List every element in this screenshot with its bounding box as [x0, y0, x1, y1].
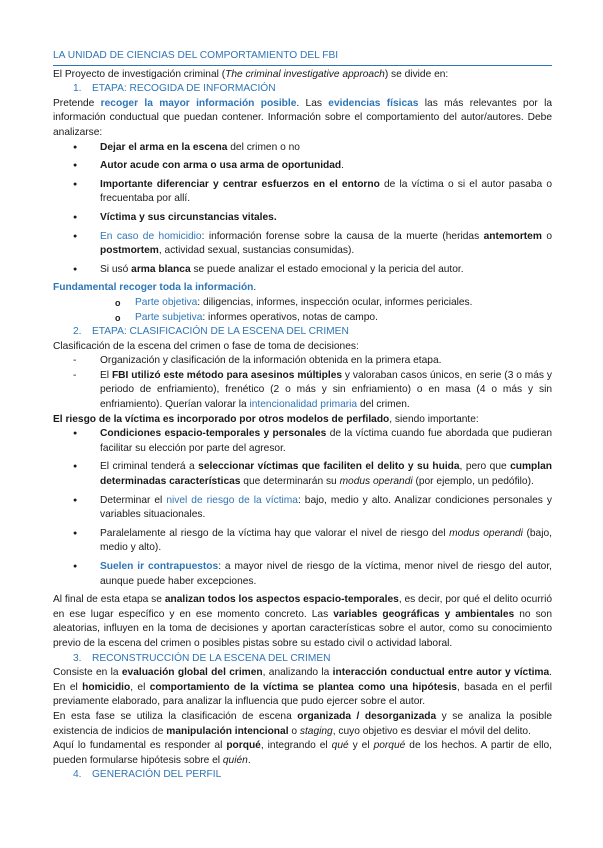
section-2-paragraph: Clasificación de la escena del crimen o fase de toma de decisiones: [53, 340, 359, 352]
risk-paragraph: El riesgo de la víctima es incorporado por otros modelos de perfilado, siendo importante: [53, 413, 479, 425]
section-3-paragraph-2: En esta fase se utiliza la clasificación de escena organizada / desorganizada y se analiza la posible existencia de indicios de manipulación intencional o staging, cuyo objetivo es desviar el móvil del delito. [53, 710, 552, 737]
section-3-paragraph-3: Aquí lo fundamental es responder al porqué, integrando el qué y el porqué de los hechos. A partir de ello, pueden formularse hipótesis sobre el quién. [53, 740, 552, 766]
list-item: ● Si usó arma blanca se puede analizar el estado emocional y la pericia del autor. [53, 263, 552, 278]
list-item: ● En caso de homicidio: información forense sobre la causa de la muerte (heridas antemortem o postmortem, actividad sexual, sustancias consumidas). [53, 230, 552, 259]
list-item: ● El criminal tenderá a seleccionar víctimas que faciliten el delito y su huida, pero que cumplan determinadas características que determinarán su modus operandi (por ejemplo, un pedófilo). [53, 460, 552, 489]
list-item: ● Importante diferenciar y centrar esfuerzos en el entorno de la víctima o si el autor pasaba o frecuentaba por allí. [53, 178, 552, 207]
list-item: ● Dejar el arma en la escena del crimen o no [53, 141, 552, 156]
page-title: LA UNIDAD DE CIENCIAS DEL COMPORTAMIENTO DEL FBI [53, 49, 552, 66]
section-1-paragraph: Pretende recoger la mayor información posible. Las evidencias físicas las más relevantes por la información conductual que puedan contener. Información sobre el comportamiento del autor/autores. Debe analizarse: [53, 97, 552, 138]
section-2-end-paragraph: Al final de esta etapa se analizan todos los aspectos espacio-temporales, es decir, por qué el delito ocurrió en ese lugar específico y en ese momento concreto. Las variables geográficas y ambientales no son aleatorias, influyen en la toma de decisiones y aportan características sobre el autor, como su conocimiento previo de la escena del crimen o posibles pistas sobre su estado civil o actividad laboral. [53, 594, 553, 649]
list-item: ● Suelen ir contrapuestos: a mayor nivel de riesgo de la víctima, menor nivel de riesgo del autor, aunque puede haber excepciones. [53, 560, 552, 589]
list-item: ● Víctima y sus circunstancias vitales. [53, 211, 552, 226]
section-2-heading: 2. ETAPA: CLASIFICACIÓN DE LA ESCENA DEL CRIMEN [73, 326, 349, 338]
section-1-bullets [53, 141, 552, 278]
intro-paragraph: El Proyecto de investigación criminal (The criminal investigative approach) se divide en: [53, 68, 449, 80]
section-1-subitems [53, 296, 552, 325]
section-3-paragraph-1: Consiste en la evaluación global del crimen, analizando la interacción conductual entre autor y víctima. En el homicidio, el comportamiento de la víctima se plantea como una hipótesis, basada en el perfil previamente elaborado, para analizar la influencia que pudo ejercer sobre el autor. [53, 667, 553, 708]
section-1-heading: 1. ETAPA: RECOGIDA DE INFORMACIÓN [73, 83, 276, 95]
list-item: o Parte subjetiva: informes operativos, notas de campo. [53, 311, 552, 326]
list-item: ● Autor acude con arma o usa arma de oportunidad. [53, 159, 552, 174]
document-page [53, 49, 552, 783]
list-item: o Parte objetiva: diligencias, informes, inspección ocular, informes periciales. [53, 296, 552, 311]
list-item: ● Condiciones espacio-temporales y personales de la víctima cuando fue abordada que pudieran facilitar su elección por parte del agresor. [53, 427, 552, 456]
section-4-heading: 4. GENERACIÓN DEL PERFIL [73, 769, 222, 781]
list-item: - El FBI utilizó este método para asesinos múltiples y valoraban casos únicos, en serie (3 o más y periodo de enfriamiento), frenético (2 o más y sin enfriamiento) o en masa (4 o más y sin enfriamiento). Querían valorar la intencionalidad primaria del crimen. [53, 369, 552, 413]
list-item: - Organización y clasificación de la información obtenida en la primera etapa. [53, 354, 552, 369]
fundamental-line: Fundamental recoger toda la información. [53, 282, 257, 294]
section-3-heading: 3. RECONSTRUCCIÓN DE LA ESCENA DEL CRIMEN [73, 652, 331, 664]
list-item: ● Paralelamente al riesgo de la víctima hay que valorar el nivel de riesgo del modus operandi (bajo, medio y alto). [53, 527, 552, 556]
section-2-bullets [53, 427, 552, 589]
list-item: ● Determinar el nivel de riesgo de la víctima: bajo, medio y alto. Analizar condiciones personales y variables situacionales. [53, 494, 552, 523]
section-2-dashes [53, 354, 552, 412]
